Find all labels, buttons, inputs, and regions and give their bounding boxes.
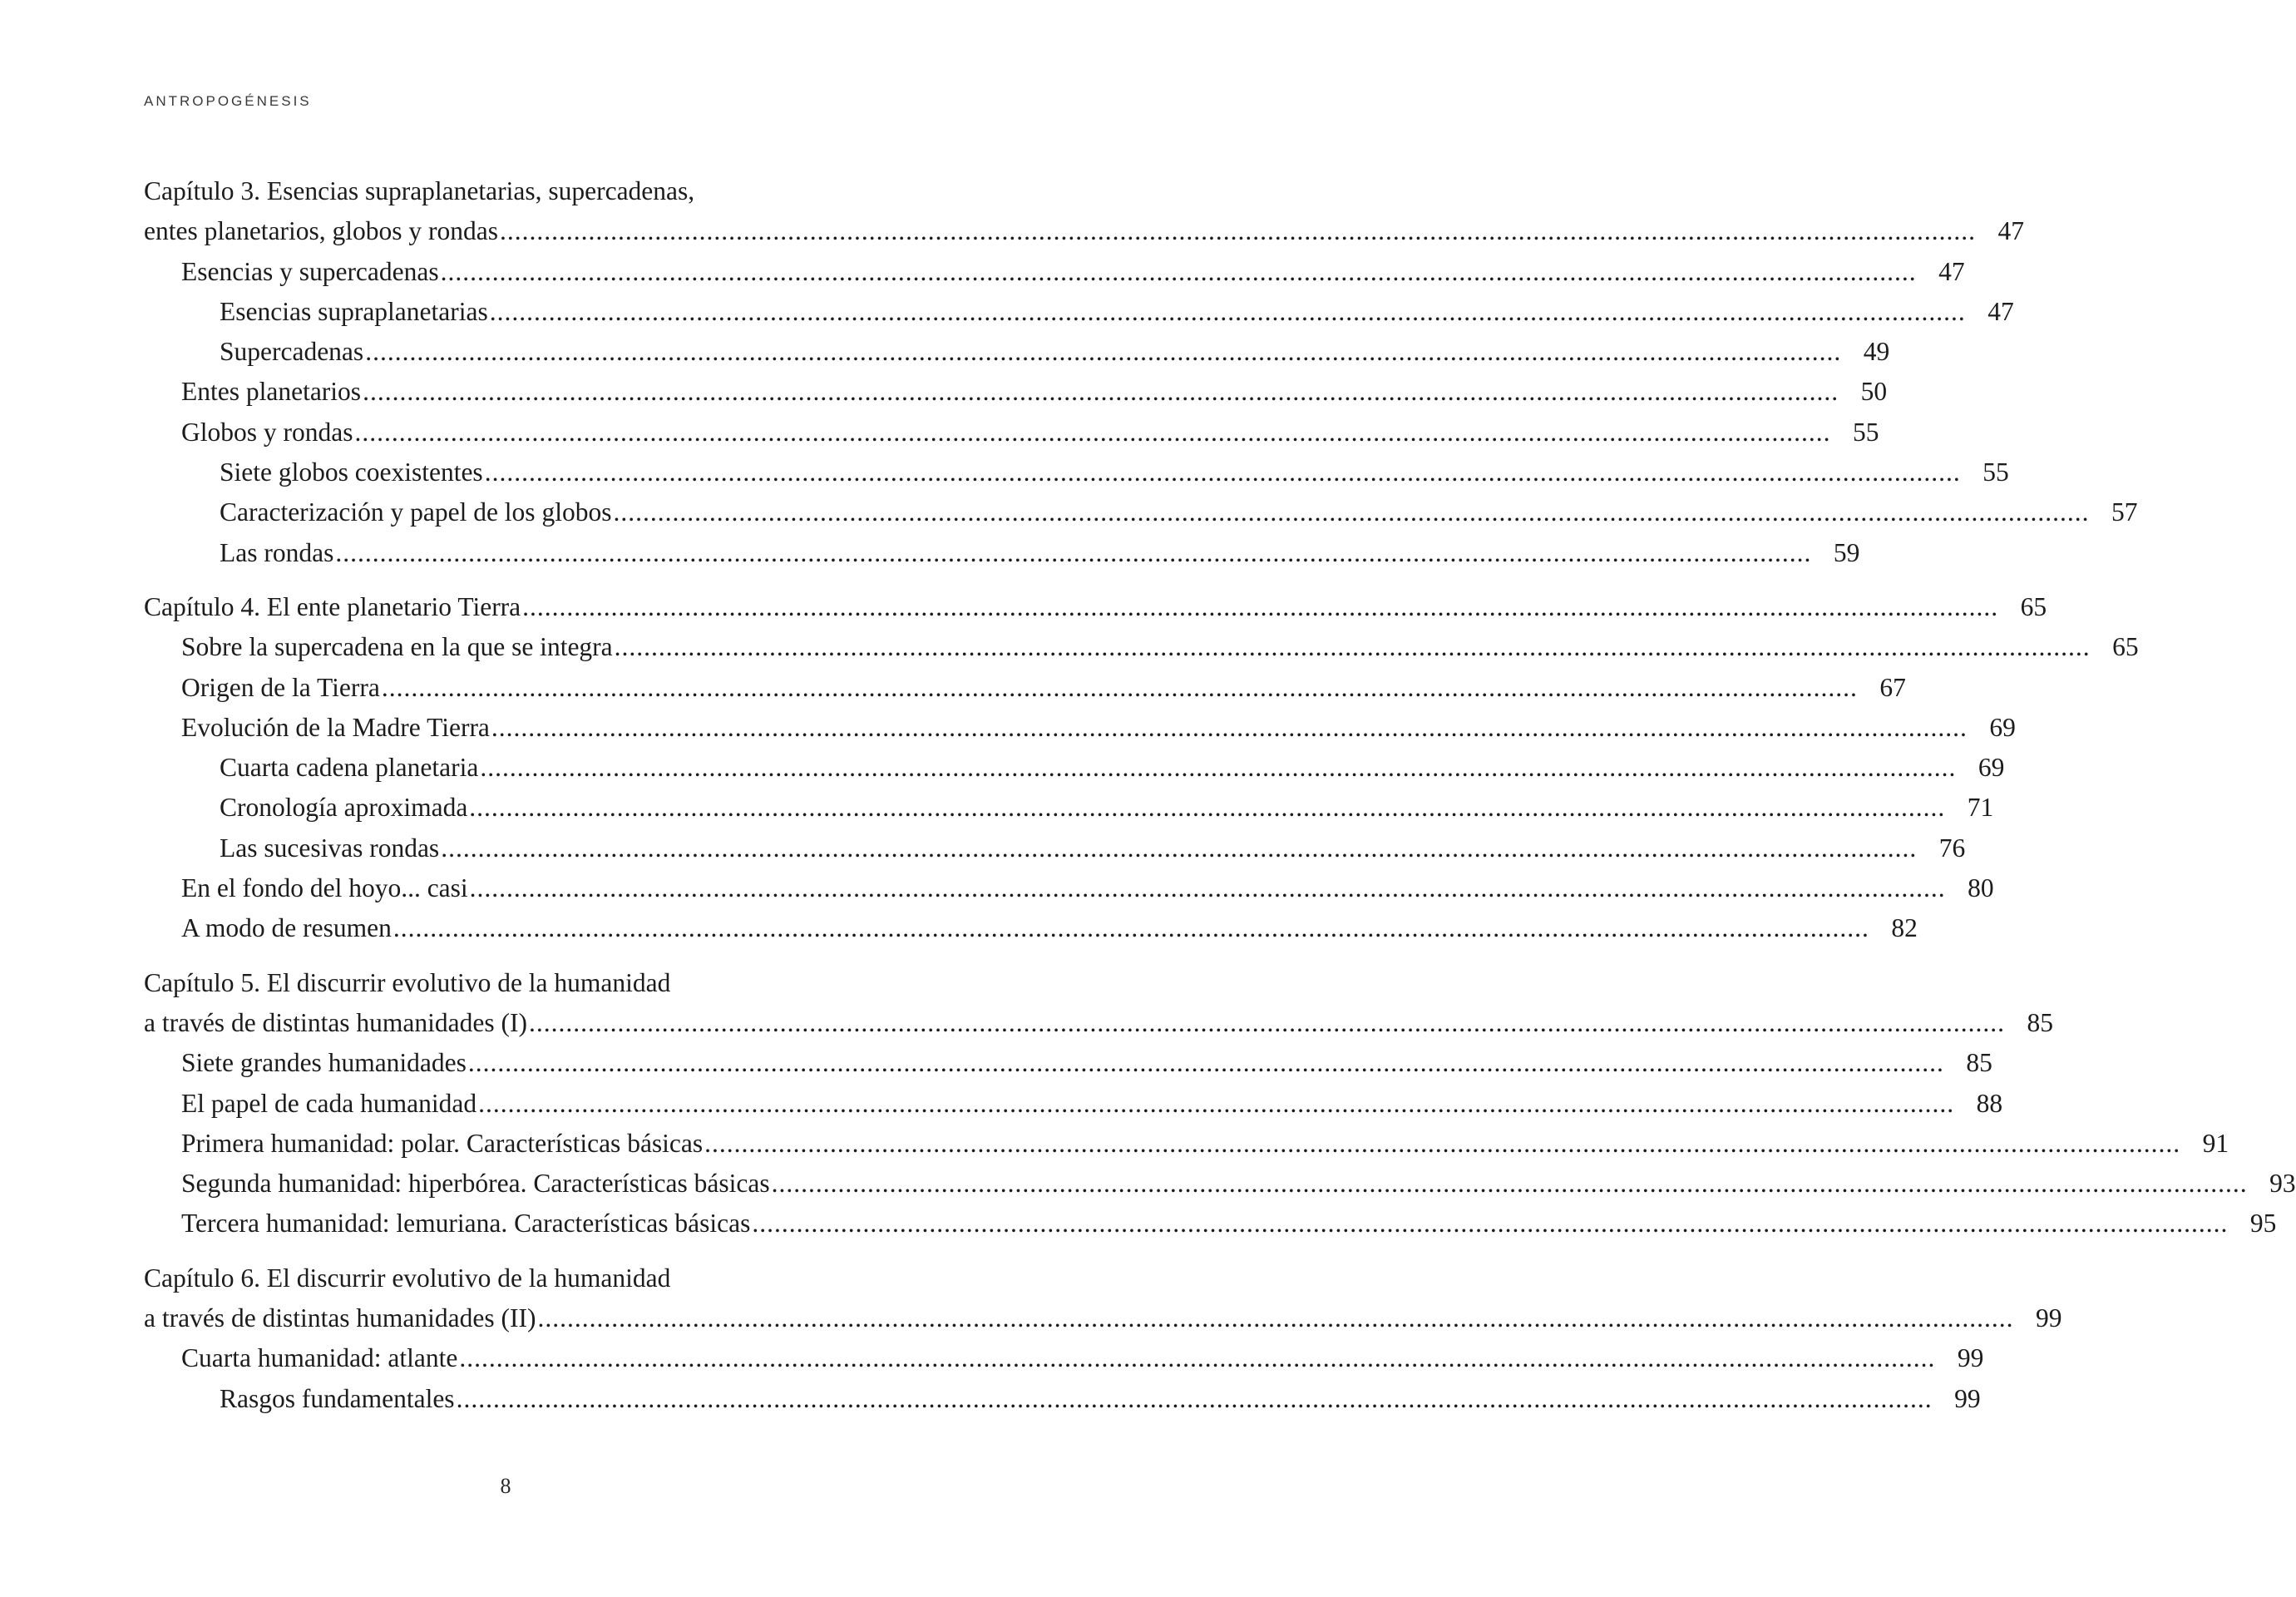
toc-entry (144, 868, 1994, 908)
page-number: 71 (1967, 793, 1994, 823)
dot-leader: ........................................................................................................................................................................................................ (469, 873, 1946, 903)
dot-leader: ........................................................................................................................................................................................................ (613, 497, 2090, 527)
toc-entry (144, 748, 2005, 788)
toc-entry (144, 413, 1879, 452)
toc-entry (144, 533, 1860, 573)
dot-leader: ........................................................................................................................................................................................................ (484, 457, 1961, 487)
dot-leader: ........................................................................................................................................................................................................ (467, 1048, 1944, 1078)
toc-entry (144, 332, 1890, 372)
running-head: ANTROPOGÉNESIS (144, 93, 312, 109)
chapter-title-entry (144, 1003, 2053, 1043)
entry-title: Globos y rondas (181, 417, 353, 447)
entry-title: Evolución de la Madre Tierra (181, 712, 490, 742)
toc-entry (144, 492, 2138, 532)
dot-leader: ........................................................................................................................................................................................................ (440, 256, 1917, 286)
dot-leader: ........................................................................................................................................................................................................ (491, 712, 1968, 742)
page-number: 59 (1833, 537, 1860, 567)
entry-title: Segunda humanidad: hiperbórea. Características básicas (181, 1169, 770, 1199)
page-number: 47 (1997, 216, 2025, 246)
dot-leader: ........................................................................................................................................................................................................ (537, 1303, 2014, 1333)
toc-entry (144, 1084, 2003, 1124)
chapter-title-entry (144, 211, 2025, 251)
dot-leader: ........................................................................................................................................................................................................ (335, 537, 1812, 567)
entry-title: Siete globos coexistentes (220, 457, 483, 487)
dot-leader: ........................................................................................................................................................................................................ (393, 913, 1869, 943)
page-number: 80 (1968, 873, 1994, 903)
entry-title: Caracterización y papel de los globos (220, 497, 612, 527)
dot-leader: ........................................................................................................................................................................................................ (459, 1343, 1936, 1373)
toc-entry (144, 708, 2016, 748)
table-of-contents (144, 171, 2296, 1419)
page-number: 85 (1966, 1048, 1992, 1078)
entry-title: Esencias supraplanetarias (220, 296, 488, 326)
page-number: 50 (1860, 377, 1888, 407)
dot-leader: ........................................................................................................................................................................................................ (522, 591, 1999, 621)
entry-title: Entes planetarios (181, 377, 362, 407)
page-number: 93 (2269, 1169, 2296, 1199)
chapter-title: Capítulo 5. El discurrir evolutivo de la humanidad (144, 967, 671, 997)
chapter-4 (144, 587, 2139, 949)
entry-title: Cuarta humanidad: atlante (181, 1343, 458, 1373)
entry-title: El papel de cada humanidad (181, 1088, 477, 1118)
page-number: 57 (2111, 497, 2138, 527)
dot-leader: ........................................................................................................................................................................................................ (469, 793, 1946, 823)
entry-title: A modo de resumen (181, 913, 392, 943)
page-number: 49 (1863, 337, 1890, 367)
chapter-title: a través de distintas humanidades (II) (144, 1303, 536, 1333)
dot-leader: ........................................................................................................................................................................................................ (478, 1088, 1955, 1118)
toc-entry (144, 788, 1994, 828)
toc-entry (144, 372, 1888, 412)
page-number: 82 (1891, 913, 1918, 943)
toc-entry (144, 1338, 1984, 1378)
page-number: 99 (2035, 1303, 2062, 1333)
entry-title: Cronología aproximada (220, 793, 468, 823)
entry-title: Primera humanidad: polar. Características básicas (181, 1128, 704, 1158)
chapter-title: Capítulo 3. Esencias supraplanetarias, supercadenas, (144, 176, 695, 205)
page-number: 76 (1938, 833, 1966, 863)
dot-leader: ........................................................................................................................................................................................................ (704, 1128, 2181, 1158)
dot-leader: ........................................................................................................................................................................................................ (456, 1383, 1933, 1413)
chapter-title: Capítulo 4. El ente planetario Tierra (144, 591, 521, 621)
toc-entry (144, 252, 1965, 292)
page-number: 85 (2027, 1007, 2053, 1037)
dot-leader: ........................................................................................................................................................................................................ (441, 833, 1918, 863)
dot-leader: ........................................................................................................................................................................................................ (480, 753, 1957, 783)
toc-entry (144, 908, 1918, 948)
page-number: 69 (1978, 753, 2005, 783)
toc-entry (144, 1043, 1992, 1083)
chapter-title-entry (144, 1298, 2062, 1338)
toc-entry (144, 1379, 1981, 1419)
toc-entry (144, 1204, 2277, 1243)
toc-entry (144, 668, 1906, 708)
chapter-title: Capítulo 6. El discurrir evolutivo de la humanidad (144, 1263, 671, 1293)
entry-title: Las rondas (220, 537, 334, 567)
entry-title: Origen de la Tierra (181, 672, 380, 702)
entry-title: Siete grandes humanidades (181, 1048, 467, 1078)
page-number: 55 (1853, 417, 1879, 447)
page-number: 69 (1989, 712, 2016, 742)
page-number: 55 (1982, 457, 2009, 487)
entry-title: Tercera humanidad: lemuriana. Características básicas (181, 1209, 751, 1239)
chapter-title-entry (144, 587, 2047, 627)
entry-title: Rasgos fundamentales (220, 1383, 455, 1413)
page-number-footer: 8 (500, 1474, 511, 1498)
entry-title: En el fondo del hoyo... casi (181, 873, 468, 903)
dot-leader: ........................................................................................................................................................................................................ (354, 417, 1831, 447)
page-number: 88 (1976, 1088, 2003, 1118)
chapter-6 (144, 1258, 2062, 1419)
dot-leader: ........................................................................................................................................................................................................ (381, 672, 1858, 702)
dot-leader: ........................................................................................................................................................................................................ (489, 296, 1966, 326)
page-number: 99 (1954, 1383, 1981, 1413)
page-number: 67 (1879, 672, 1906, 702)
chapter-3 (144, 171, 2138, 573)
toc-entry (144, 292, 2014, 332)
dot-leader: ........................................................................................................................................................................................................ (528, 1007, 2005, 1037)
dot-leader: ........................................................................................................................................................................................................ (363, 377, 1839, 407)
page-number: 91 (2202, 1128, 2229, 1158)
page-number: 95 (2249, 1209, 2277, 1239)
entry-title: Las sucesivas rondas (220, 833, 440, 863)
entry-title: Sobre la supercadena en la que se integra (181, 632, 613, 662)
toc-entry (144, 1124, 2229, 1164)
page-number: 47 (1987, 296, 2014, 326)
chapter-title: entes planetarios, globos y rondas (144, 216, 499, 246)
page-number: 65 (2112, 632, 2139, 662)
chapter-5 (144, 963, 2296, 1244)
dot-leader: ........................................................................................................................................................................................................ (752, 1209, 2229, 1239)
toc-entry (144, 452, 2009, 492)
page-number: 65 (2020, 591, 2047, 621)
dot-leader: ........................................................................................................................................................................................................ (365, 337, 1842, 367)
entry-title: Supercadenas (220, 337, 364, 367)
entry-title: Cuarta cadena planetaria (220, 753, 479, 783)
toc-entry (144, 1164, 2296, 1204)
toc-entry (144, 828, 1966, 868)
entry-title: Esencias y supercadenas (181, 256, 439, 286)
chapter-title: a través de distintas humanidades (I) (144, 1007, 527, 1037)
dot-leader: ........................................................................................................................................................................................................ (500, 216, 1977, 246)
toc-entry (144, 627, 2139, 667)
dot-leader: ........................................................................................................................................................................................................ (771, 1169, 2248, 1199)
page-number: 47 (1938, 256, 1965, 286)
page-number: 99 (1957, 1343, 1984, 1373)
dot-leader: ........................................................................................................................................................................................................ (614, 632, 2091, 662)
